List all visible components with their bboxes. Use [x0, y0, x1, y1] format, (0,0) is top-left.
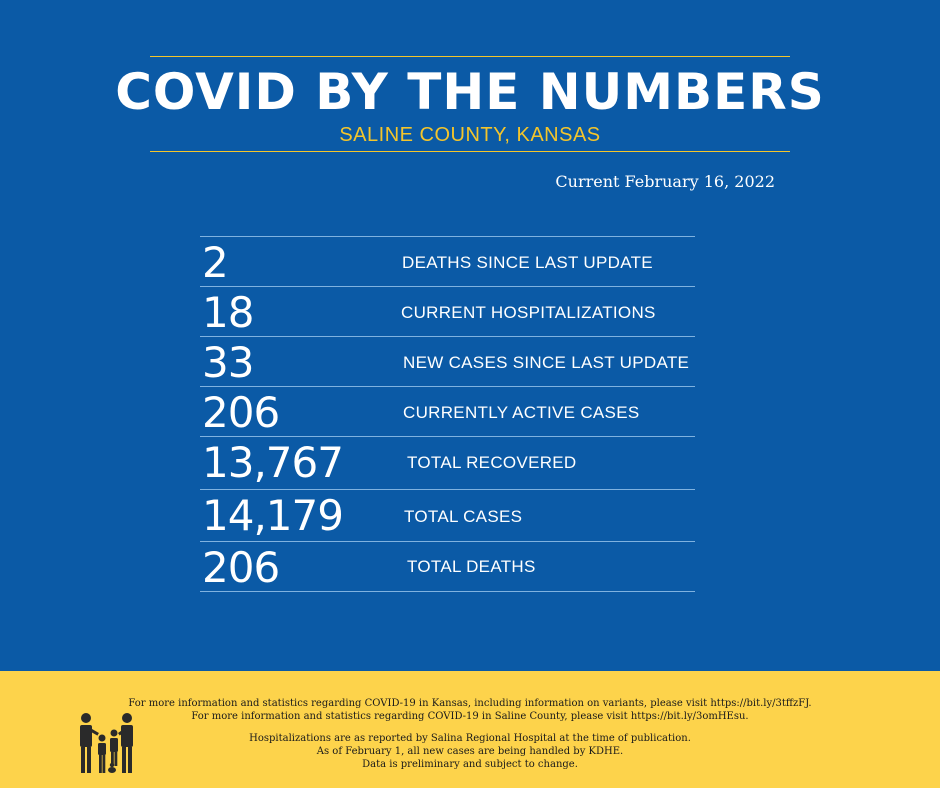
stat-label: DEATHS SINCE LAST UPDATE	[402, 253, 653, 272]
stat-value: 206	[202, 388, 280, 437]
footer-hospitalizations-note: Hospitalizations are as reported by Salina Regional Hospital at the time of publication.	[249, 733, 691, 744]
stat-value: 18	[202, 288, 254, 337]
stat-value: 33	[202, 338, 254, 387]
header-top-rule	[150, 56, 790, 57]
stat-row-active-cases	[200, 387, 695, 436]
page-subtitle: SALINE COUNTY, KANSAS	[339, 124, 601, 146]
stat-row-hospitalizations	[200, 287, 695, 336]
footer-saline-info: For more information and statistics regarding COVID-19 in Saline County, please visit https://bit.ly/3omHEsu.	[191, 711, 749, 722]
stat-row-new-cases	[200, 337, 695, 386]
stat-value: 14,179	[202, 491, 343, 540]
stat-row-total-deaths	[200, 542, 695, 591]
stat-value: 206	[202, 543, 280, 592]
stat-label: CURRENTLY ACTIVE CASES	[403, 403, 640, 422]
stat-label: TOTAL CASES	[404, 507, 523, 526]
stat-label: TOTAL RECOVERED	[407, 453, 577, 472]
footer-preliminary-note: Data is preliminary and subject to change.	[362, 759, 578, 770]
stat-label: NEW CASES SINCE LAST UPDATE	[403, 353, 690, 372]
stat-row-recovered	[200, 437, 695, 489]
stat-value: 13,767	[202, 438, 343, 487]
stat-value: 2	[202, 238, 228, 287]
page-title: COVID BY THE NUMBERS	[115, 63, 825, 121]
footer-kdhe-note: As of February 1, all new cases are being handled by KDHE.	[316, 746, 624, 757]
stat-row-deaths-since-update	[200, 237, 695, 286]
footer-kansas-info: For more information and statistics regarding COVID-19 in Kansas, including information on variants, please visit https://bit.ly/3tffzFJ.	[128, 698, 812, 709]
footer-band	[0, 671, 940, 788]
stat-label: TOTAL DEATHS	[407, 557, 536, 576]
stat-row-total-cases	[200, 490, 695, 541]
stats-list	[200, 236, 695, 592]
stat-label: CURRENT HOSPITALIZATIONS	[401, 303, 656, 322]
header-bottom-rule	[150, 151, 790, 152]
current-date: Current February 16, 2022	[555, 172, 775, 191]
